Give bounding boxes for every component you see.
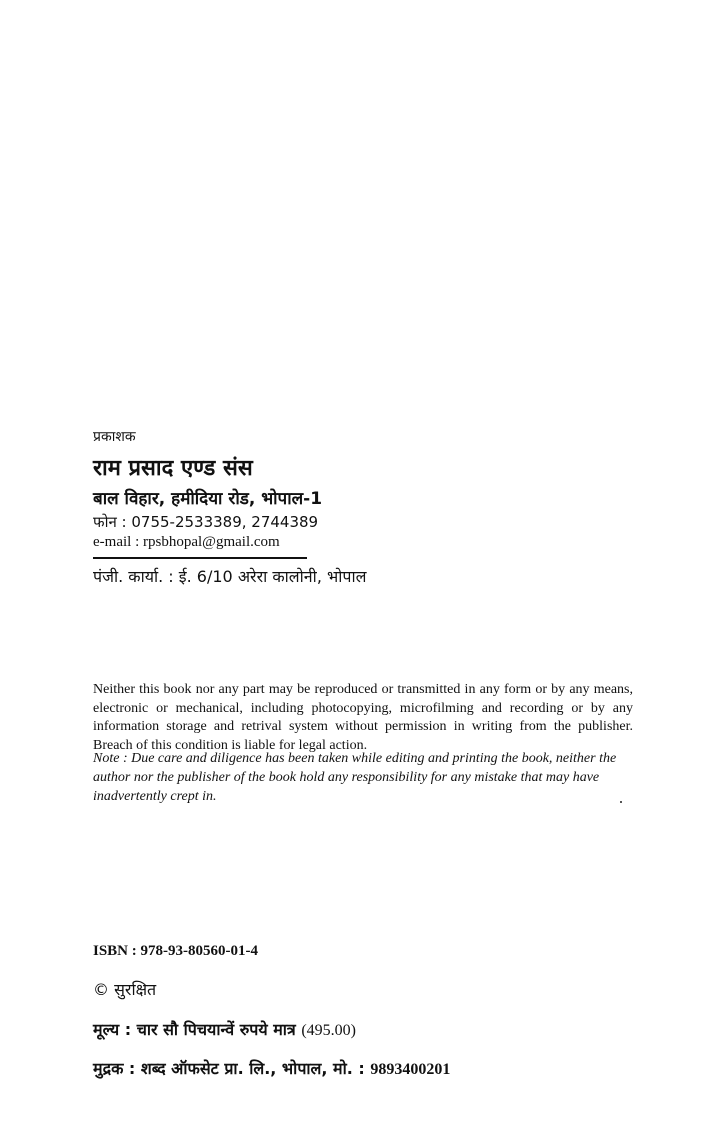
scan-speck xyxy=(620,801,622,803)
isbn: ISBN : 978-93-80560-01-4 xyxy=(93,943,258,959)
rights-reserved: © सुरक्षित xyxy=(93,980,157,999)
registered-office: पंजी. कार्या. : ई. 6/10 अरेरा कालोनी, भोपाल xyxy=(93,567,367,586)
price-text: मूल्य : चार सौ पिचयान्वें रुपये मात्र xyxy=(93,1020,296,1039)
price-line xyxy=(93,1018,356,1040)
publisher-email: e-mail : rpsbhopal@gmail.com xyxy=(93,534,280,550)
publisher-address: बाल विहार, हमीदिया रोड, भोपाल-1 xyxy=(93,489,323,509)
publisher-phone: फोन : 0755-2533389, 2744389 xyxy=(93,513,319,531)
publisher-name: राम प्रसाद एण्ड संस xyxy=(93,456,253,481)
printer-line xyxy=(93,1057,450,1079)
printer-text: मुद्रक : शब्द ऑफसेट प्रा. लि., भोपाल, मो. : xyxy=(93,1059,365,1078)
disclaimer-note: Note : Due care and diligence has been taken while editing and printing the book, neither the author nor the publisher of the book hold any responsibility for any mistake that may have inadvertently crept in. xyxy=(93,751,617,804)
copyright-notice: Neither this book nor any part may be reproduced or transmitted in any form or by any means, electronic or mechanical, including photocopying, microfilming and recording or by any information storage and retrival system without permission in writing from the publisher. Breach of this condition is liable for legal action. xyxy=(93,682,633,753)
printer-mobile: 9893400201 xyxy=(370,1061,451,1078)
divider xyxy=(93,557,307,559)
price-amount: (495.00) xyxy=(301,1022,356,1039)
publisher-label: प्रकाशक xyxy=(93,429,136,445)
